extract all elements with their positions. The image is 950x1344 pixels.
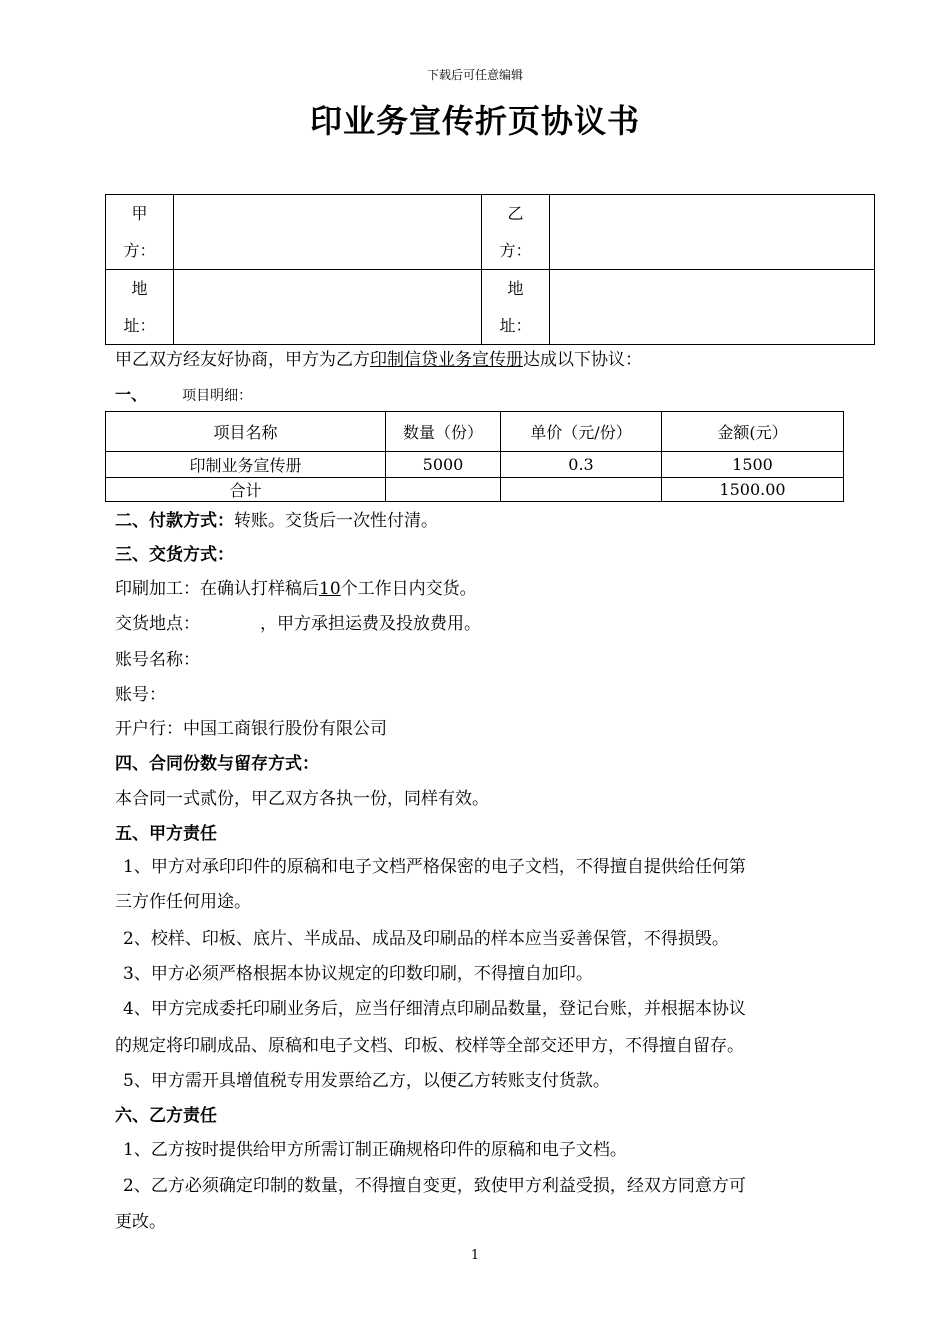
intro-paragraph	[115, 345, 642, 370]
party-b-value[interactable]	[550, 195, 875, 270]
total-label: 合计	[106, 478, 386, 502]
address-a-label	[106, 270, 174, 345]
section5-item4-line1: 4、甲方完成委托印刷业务后，应当仔细清点印刷品数量，登记台账，并根据本协议	[123, 999, 746, 1019]
address-b-label-line1: 地	[507, 279, 524, 298]
section6-item2-line2: 更改。	[115, 1212, 166, 1232]
section1-number: 一、	[115, 385, 148, 404]
delivery-time-suffix: 个工作日内交货。	[340, 579, 477, 599]
party-a-label-line1: 甲	[131, 204, 148, 223]
cell-item-name: 印制业务宣传册	[106, 452, 386, 478]
header-quantity: 数量（份）	[386, 412, 501, 452]
account-name: 账号名称：	[115, 650, 200, 670]
cell-unit-price: 0.3	[501, 452, 662, 478]
section2	[115, 506, 438, 531]
intro-suffix: 达成以下协议：	[523, 350, 642, 370]
party-a-value[interactable]	[174, 195, 482, 270]
address-a-label-line1: 地	[131, 279, 148, 298]
section5-item3: 3、甲方必须严格根据本协议规定的印数印刷，不得擅自加印。	[123, 964, 593, 984]
delivery-location-prefix: 交货地点：	[115, 614, 200, 634]
party-row	[106, 195, 875, 270]
section5-item1-line1: 1、甲方对承印印件的原稿和电子文档严格保密的电子文档，不得擅自提供给任何第	[123, 857, 746, 877]
party-a-label-line2: 方：	[123, 241, 156, 260]
delivery-time-prefix: 印刷加工：在确认打样稿后	[115, 579, 319, 599]
account-number: 账号：	[115, 685, 166, 705]
page-number: 1	[470, 1248, 480, 1263]
header-unit-price: 单价（元/份）	[501, 412, 662, 452]
party-a-label	[106, 195, 174, 270]
party-b-label	[482, 195, 550, 270]
delivery-time	[115, 574, 477, 599]
intro-prefix: 甲乙双方经友好协商，甲方为乙方	[115, 350, 370, 370]
document-title: 印业务宣传折页协议书	[309, 102, 640, 140]
intro-project-name: 印制信贷业务宣传册	[370, 350, 523, 370]
header-amount: 金额(元）	[662, 412, 844, 452]
header-item-name: 项目名称	[106, 412, 386, 452]
address-row	[106, 270, 875, 345]
address-b-value[interactable]	[550, 270, 875, 345]
section1-heading	[115, 382, 252, 405]
section2-text: 转账。交货后一次性付清。	[234, 511, 438, 531]
section2-heading: 二、付款方式：	[115, 511, 234, 531]
total-value: 1500.00	[662, 478, 844, 502]
address-a-value[interactable]	[174, 270, 482, 345]
items-table	[105, 411, 844, 502]
header-note: 下载后可任意编辑	[426, 68, 523, 82]
address-b-label	[482, 270, 550, 345]
party-b-label-line2: 方：	[499, 241, 532, 260]
section5-item2: 2、校样、印板、底片、半成品、成品及印刷品的样本应当妥善保管，不得损毁。	[123, 929, 729, 949]
delivery-location	[115, 609, 481, 634]
section1-label: 项目明细：	[182, 388, 253, 404]
section6-item1: 1、乙方按时提供给甲方所需订制正确规格印件的原稿和电子文档。	[123, 1140, 627, 1160]
section4-heading: 四、合同份数与留存方式：	[115, 754, 319, 774]
section3-heading: 三、交货方式：	[115, 545, 234, 565]
party-b-label-line1: 乙	[507, 204, 524, 223]
address-b-label-line2: 址：	[499, 316, 532, 335]
bank-name: 开户行：中国工商银行股份有限公司	[115, 719, 387, 739]
table-row	[106, 452, 844, 478]
section5-item1-line2: 三方作任何用途。	[115, 892, 251, 912]
section5-heading: 五、甲方责任	[115, 824, 217, 844]
delivery-location-suffix: ，甲方承担运费及投放费用。	[260, 614, 481, 634]
section6-heading: 六、乙方责任	[115, 1106, 217, 1126]
cell-quantity: 5000	[386, 452, 501, 478]
section4-text: 本合同一式贰份，甲乙双方各执一份，同样有效。	[115, 789, 489, 809]
delivery-days: 10	[319, 579, 341, 599]
section5-item5: 5、甲方需开具增值税专用发票给乙方，以便乙方转账支付货款。	[123, 1071, 610, 1091]
section6-item2-line1: 2、乙方必须确定印制的数量，不得擅自变更，致使甲方利益受损，经双方同意方可	[123, 1176, 746, 1196]
cell-amount: 1500	[662, 452, 844, 478]
parties-table	[105, 194, 875, 345]
address-a-label-line2: 址：	[123, 316, 156, 335]
total-empty-1	[386, 478, 501, 502]
total-empty-2	[501, 478, 662, 502]
section5-item4-line2: 的规定将印刷成品、原稿和电子文档、印板、校样等全部交还甲方，不得擅自留存。	[115, 1036, 744, 1056]
items-header-row	[106, 412, 844, 452]
total-row	[106, 478, 844, 502]
